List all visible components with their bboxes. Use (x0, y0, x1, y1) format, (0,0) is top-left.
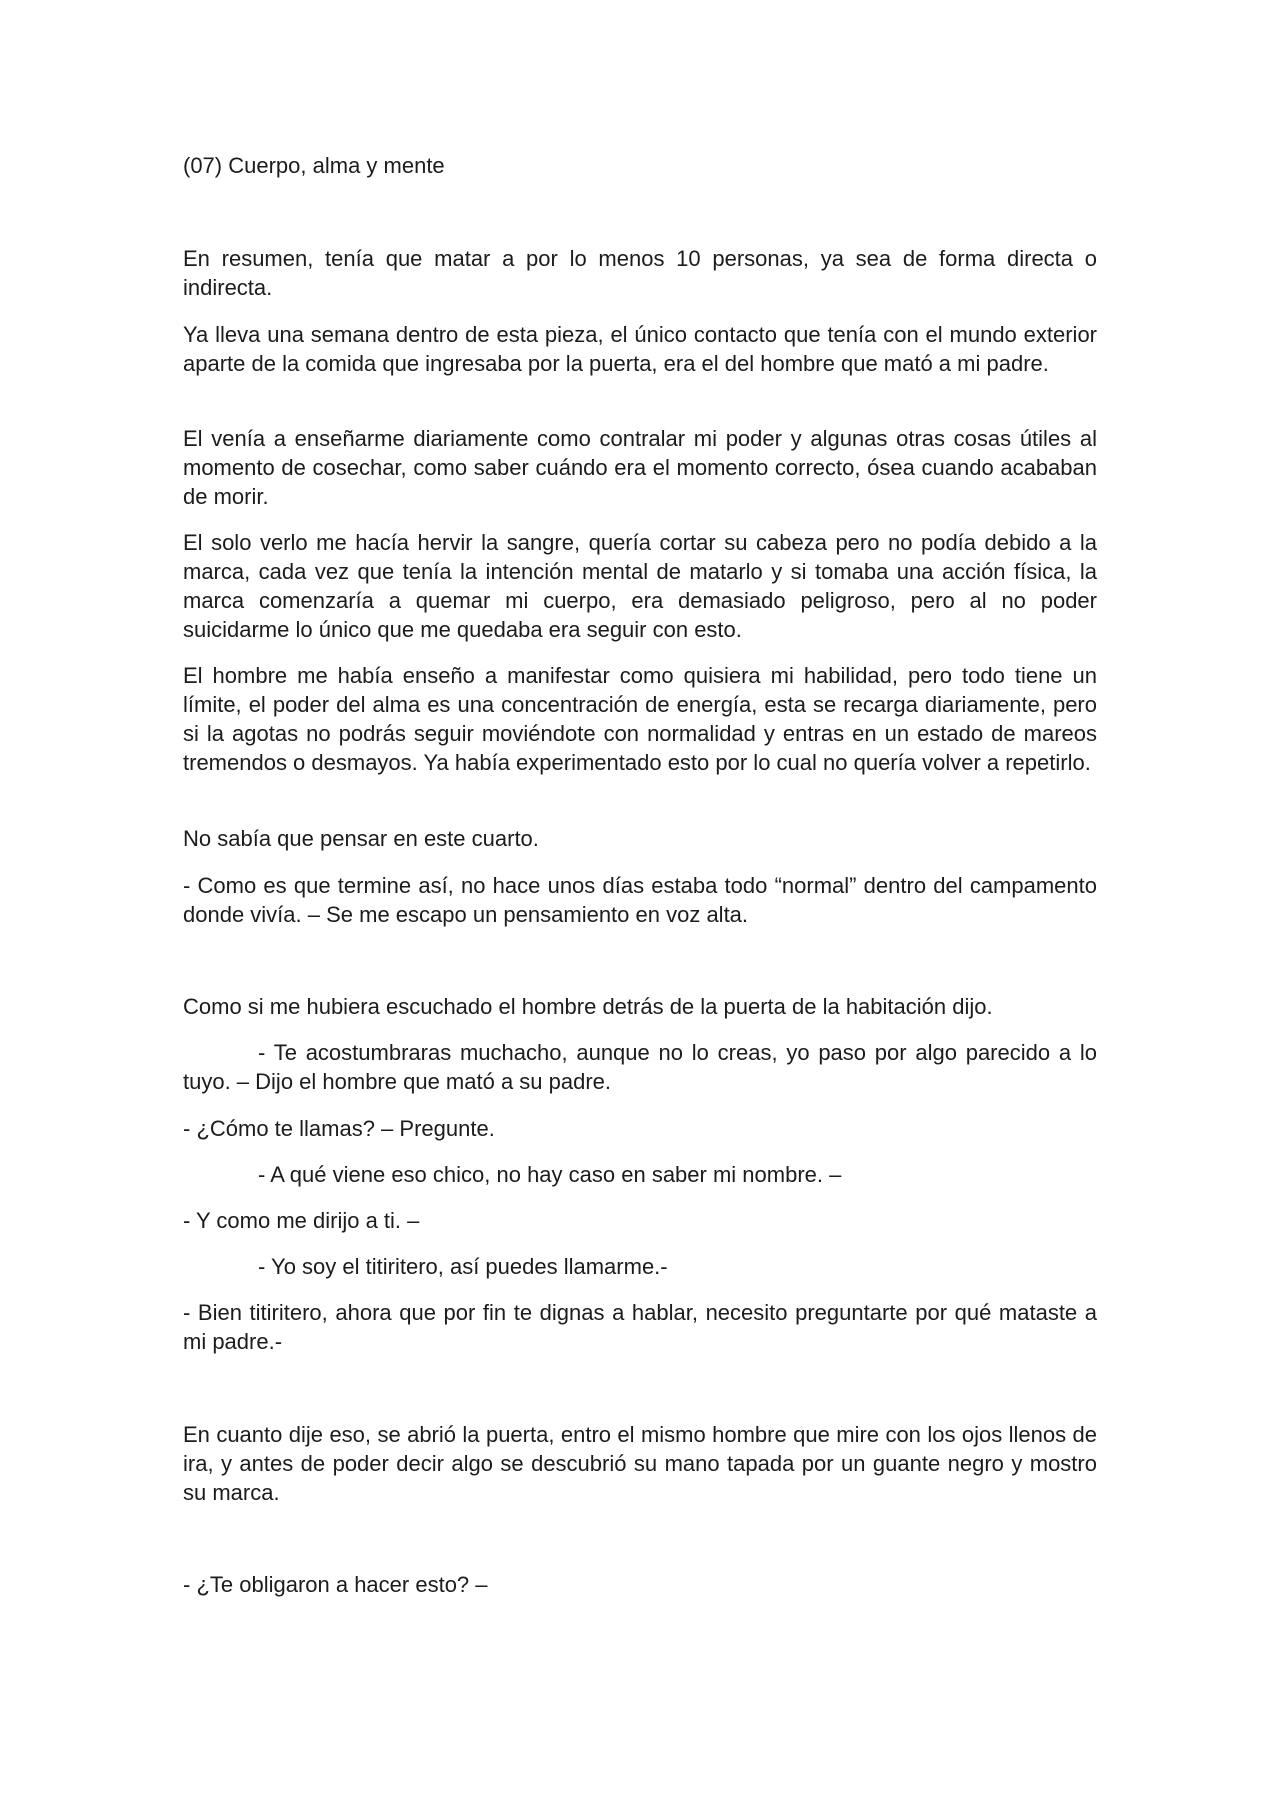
paragraph: El hombre me había enseño a manifestar como quisiera mi habilidad, pero todo tiene un límite, el poder del alma es una concentración de energía, esta se recarga diariamente, pero si la agotas no podrás seguir moviéndote con normalidad y entras en un estado de mareos tremendos o desmayos. Ya había experimentado esto por lo cual no quería volver a repetirlo. (183, 663, 1097, 775)
paragraph: El solo verlo me hacía hervir la sangre, quería cortar su cabeza pero no podía debido a la marca, cada vez que tenía la intención mental de matarlo y si tomaba una acción física, la marca comenzaría a quemar mi cuerpo, era demasiado peligroso, pero al no poder suicidarme lo único que me quedaba era seguir con esto. (183, 530, 1097, 642)
dialogue-line: - Y como me dirijo a ti. – (183, 1208, 420, 1233)
dialogue-line: - Yo soy el titiritero, así puedes llamarme.- (258, 1254, 668, 1279)
paragraph: Como si me hubiera escuchado el hombre detrás de la puerta de la habitación dijo. (183, 994, 993, 1019)
paragraph: Ya lleva una semana dentro de esta pieza, el único contacto que tenía con el mundo exterior aparte de la comida que ingresaba por la puerta, era el del hombre que mató a mi padre. (183, 322, 1097, 376)
dialogue-line: - Como es que termine así, no hace unos días estaba todo “normal” dentro del campamento donde vivía. – Se me escapo un pensamiento en voz alta. (183, 873, 1097, 927)
chapter-title: (07) Cuerpo, alma y mente (183, 153, 445, 178)
dialogue-line: - ¿Te obligaron a hacer esto? – (183, 1572, 488, 1597)
paragraph: En resumen, tenía que matar a por lo menos 10 personas, ya sea de forma directa o indirecta. (183, 246, 1097, 300)
dialogue-line: - Bien titiritero, ahora que por fin te dignas a hablar, necesito preguntarte por qué mataste a mi padre.- (183, 1300, 1097, 1354)
paragraph: No sabía que pensar en este cuarto. (183, 826, 539, 851)
dialogue-line: - Te acostumbraras muchacho, aunque no lo creas, yo paso por algo parecido a lo tuyo. – Dijo el hombre que mató a su padre. (183, 1040, 1097, 1094)
paragraph: El venía a enseñarme diariamente como contralar mi poder y algunas otras cosas útiles al momento de cosechar, como saber cuándo era el momento correcto, ósea cuando acababan de morir. (183, 426, 1097, 509)
dialogue-line: - ¿Cómo te llamas? – Pregunte. (183, 1116, 495, 1141)
paragraph: En cuanto dije eso, se abrió la puerta, entro el mismo hombre que mire con los ojos llenos de ira, y antes de poder decir algo se descubrió su mano tapada por un guante negro y mostro su marca. (183, 1422, 1097, 1505)
dialogue-line: - A qué viene eso chico, no hay caso en saber mi nombre. – (258, 1162, 842, 1187)
